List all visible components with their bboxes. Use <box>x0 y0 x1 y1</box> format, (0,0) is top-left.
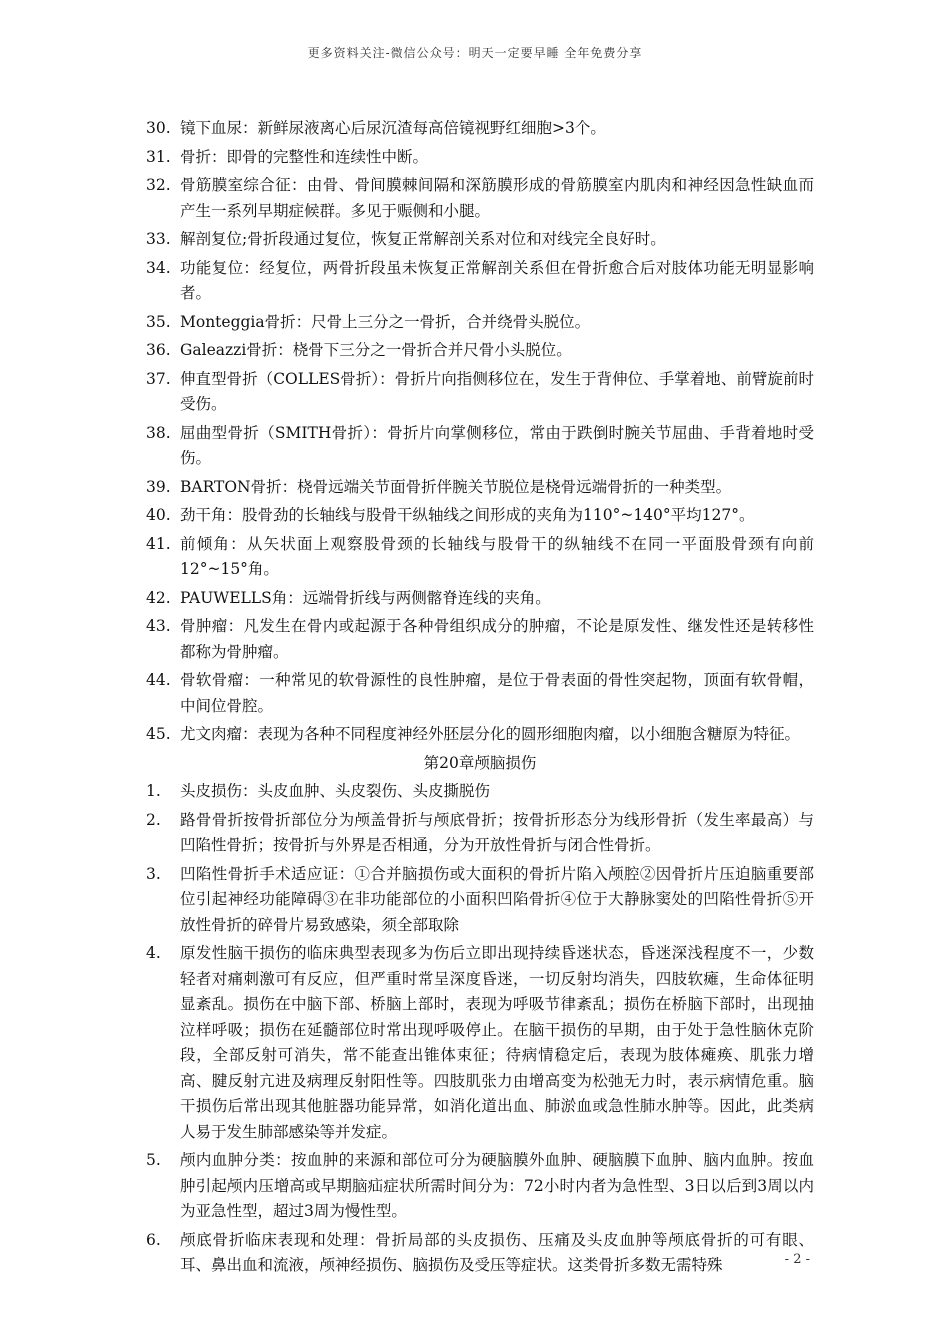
item-text: 镜下血尿：新鲜尿液离心后尿沉渣每高倍镜视野红细胞>3个。 <box>180 119 606 137</box>
list-item <box>146 862 814 939</box>
item-text: BARTON骨折：桡骨远端关节面骨折伴腕关节脱位是桡骨远端骨折的一种类型。 <box>180 477 732 496</box>
item-number: 39. <box>146 477 171 496</box>
list-item <box>146 475 814 501</box>
item-text: 尤文肉瘤：表现为各种不同程度神经外胚层分化的圆形细胞肉瘤，以小细胞含糖原为特征。 <box>180 725 801 743</box>
item-number: 31. <box>146 147 171 166</box>
item-number: 35. <box>146 312 171 331</box>
item-text: 骨软骨瘤：一种常见的软骨源性的良性肿瘤，是位于骨表面的骨性突起物，顶面有软骨帽，中间位骨腔。 <box>180 671 814 715</box>
item-text: 头皮损伤：头皮血肿、头皮裂伤、头皮撕脱伤 <box>180 782 491 800</box>
item-text: PAUWELLS角：远端骨折线与两侧髂脊连线的夹角。 <box>180 588 551 607</box>
item-number: 3. <box>146 864 161 883</box>
item-text: 路骨骨折按骨折部位分为颅盖骨折与颅底骨折；按骨折形态分为线形骨折（发生率最高）与凹陷性骨折；按骨折与外界是否相通，分为开放性骨折与闭合性骨折。 <box>180 810 814 854</box>
list-item <box>146 808 814 859</box>
item-number: 40. <box>146 506 171 524</box>
document-body <box>146 116 814 1282</box>
list-item <box>146 367 814 418</box>
item-text: 解剖复位;骨折段通过复位，恢复正常解剖关系对位和对线完全良好时。 <box>180 230 666 248</box>
item-number: 32. <box>146 176 171 194</box>
item-number: 4. <box>146 944 161 962</box>
item-number: 43. <box>146 617 171 635</box>
item-text: 凹陷性骨折手术适应证：①合并脑损伤或大面积的骨折片陷入颅腔②因骨折片压迫脑重要部位引起神经功能障碍③在非功能部位的小面积凹陷骨折④位于大静脉窦处的凹陷性骨折⑤开放性骨折的碎骨片易致感染，须全部取除 <box>180 864 814 934</box>
item-number: 1. <box>146 782 161 800</box>
item-number: 38. <box>146 423 171 442</box>
item-text: 颅底骨折临床表现和处理：骨折局部的头皮损伤、压痛及头皮血肿等颅底骨折的可有眼、耳、鼻出血和流液，颅神经损伤、脑损伤及受压等症状。这类骨折多数无需特殊 <box>180 1230 814 1274</box>
page-number: - 2 - <box>784 1252 810 1267</box>
item-text: Monteggia骨折：尺骨上三分之一骨折，合并绕骨头脱位。 <box>180 312 591 331</box>
list-item <box>146 614 814 665</box>
item-text: 伸直型骨折（COLLES骨折）：骨折片向指侧移位在，发生于背伸位、手掌着地、前臂旋前时受伤。 <box>180 369 814 413</box>
item-number: 5. <box>146 1151 161 1169</box>
chapter-title: 第20章颅脑损伤 <box>423 753 537 772</box>
list-item <box>146 779 814 805</box>
list-item <box>146 173 814 224</box>
list-item <box>146 116 814 142</box>
list-item <box>146 227 814 253</box>
item-number: 37. <box>146 369 171 388</box>
list-item <box>146 421 814 472</box>
item-text: 颅内血肿分类：按血肿的来源和部位可分为硬脑膜外血肿、硬脑膜下血肿、脑内血肿。按血肿引起颅内压增高或早期脑疝症状所需时间分为：72小时内者为急性型、3日以后到3周以内为亚急性型，超过3周为慢性型。 <box>180 1151 814 1220</box>
list-item <box>146 503 814 529</box>
list-item <box>146 668 814 719</box>
item-number: 34. <box>146 258 171 277</box>
item-text: 骨肿瘤：凡发生在骨内或起源于各种骨组织成分的肿瘤，不论是原发性、继发性还是转移性都称为骨肿瘤。 <box>180 617 814 661</box>
list-item <box>146 256 814 307</box>
list-item <box>146 941 814 1145</box>
list-item <box>146 338 814 364</box>
list-section-ortho <box>146 116 814 748</box>
item-text: 骨折：即骨的完整性和连续性中断。 <box>180 147 429 166</box>
item-number: 2. <box>146 810 161 829</box>
item-number: 33. <box>146 230 171 248</box>
item-text: 屈曲型骨折（SMITH骨折）：骨折片向掌侧移位，常由于跌倒时腕关节屈曲、手背着地时受伤。 <box>180 423 814 467</box>
item-text: Galeazzi骨折：桡骨下三分之一骨折合并尺骨小头脱位。 <box>180 341 572 359</box>
list-item <box>146 145 814 171</box>
list-item <box>146 1228 814 1279</box>
item-number: 42. <box>146 588 171 607</box>
item-text: 功能复位：经复位，两骨折段虽未恢复正常解剖关系但在骨折愈合后对肢体功能无明显影响者。 <box>180 258 814 302</box>
list-item <box>146 586 814 612</box>
item-number: 44. <box>146 671 171 689</box>
item-number: 41. <box>146 534 171 553</box>
list-item <box>146 532 814 583</box>
list-item <box>146 1148 814 1225</box>
item-number: 30. <box>146 119 171 137</box>
list-item <box>146 722 814 748</box>
item-number: 45. <box>146 725 171 743</box>
page-header: 更多资料关注-微信公众号：明天一定要早睡 全年免费分享 <box>307 46 643 60</box>
list-item <box>146 310 814 336</box>
list-section-cranio <box>146 779 814 1279</box>
item-text: 前倾角：从矢状面上观察股骨颈的长轴线与股骨干的纵轴线不在同一平面股骨颈有向前12°~15°角。 <box>180 534 814 578</box>
item-text: 劲干角：股骨劲的长轴线与股骨干纵轴线之间形成的夹角为110°~140°平均127°。 <box>180 506 755 524</box>
item-text: 原发性脑干损伤的临床典型表现多为伤后立即出现持续昏迷状态，昏迷深浅程度不一，少数轻者对痛刺激可有反应，但严重时常呈深度昏迷，一切反射均消失，四肢软瘫，生命体征明显紊乱。损伤在中脑下部、桥脑上部时，表现为呼吸节律紊乱；损伤在桥脑下部时，出现抽泣样呼吸；损伤在延髓部位时常出现呼吸停止。在脑干损伤的早期，由于处于急性脑休克阶段，全部反射可消失，常不能查出锥体束征；待病情稳定后，表现为肢体瘫痪、肌张力增高、腱反射亢进及病理反射阳性等。四肢肌张力由增高变为松弛无力时，表示病情危重。脑干损伤后常出现其他脏器功能异常，如消化道出血、肺淤血或急性肺水肿等。因此，此类病人易于发生肺部感染等并发症。 <box>180 944 814 1141</box>
item-number: 36. <box>146 341 171 359</box>
item-number: 6. <box>146 1230 161 1249</box>
item-text: 骨筋膜室综合征：由骨、骨间膜棘间隔和深筋膜形成的骨筋膜室内肌肉和神经因急性缺血而产生一系列早期症候群。多见于赈侧和小腿。 <box>180 176 814 220</box>
